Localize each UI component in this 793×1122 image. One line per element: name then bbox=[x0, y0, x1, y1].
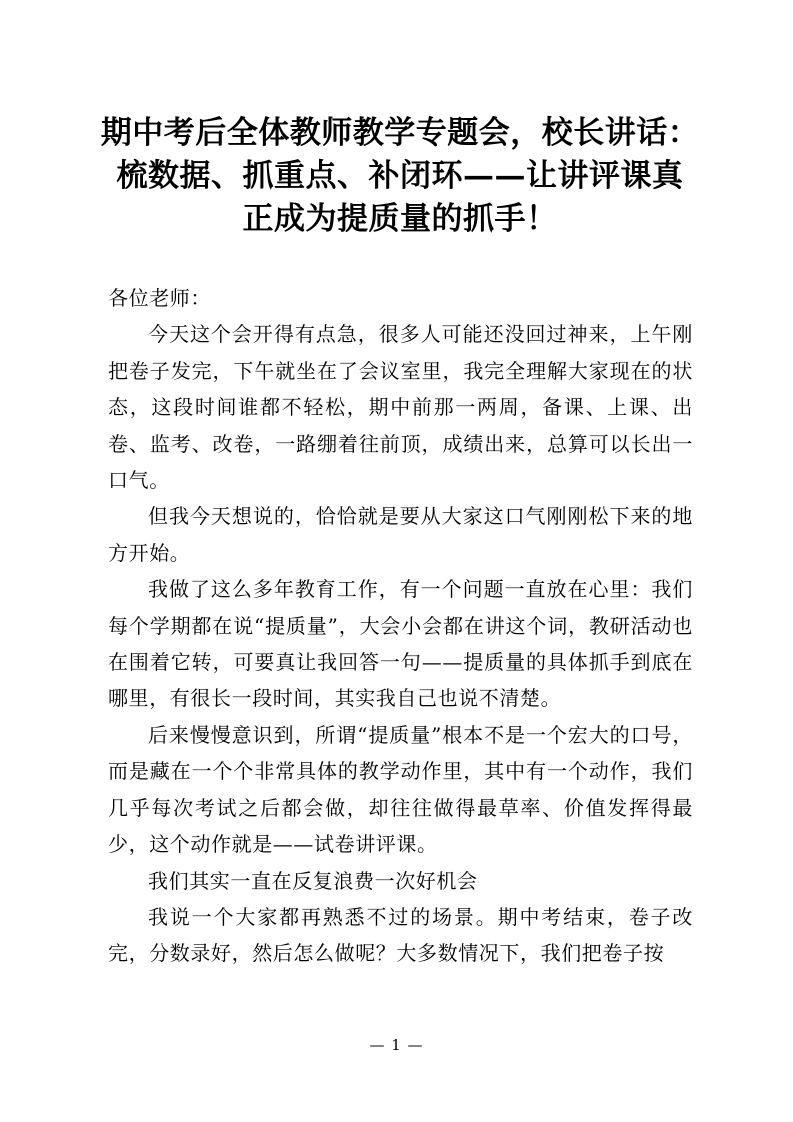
document-title bbox=[100, 112, 700, 241]
paragraph-1: 今天这个会开得有点急，很多人可能还没回过神来，上午刚把卷子发完，下午就坐在了会议室里，我完全理解大家现在的状态，这段时间谁都不轻松，期中前那一两周，备课、上课、出卷、监考、改卷，一路绷着往前顶，成绩出来，总算可以长出一口气。 bbox=[108, 322, 693, 493]
title-line-2: 梳数据、抓重点、补闭环——让讲评课真 bbox=[116, 158, 684, 194]
paragraph-3: 我做了这么多年教育工作，有一个问题一直放在心里：我们每个学期都在说“提质量”，大会小会都在讲这个词，教研活动也在围着它转，可要真让我回答一句——提质量的具体抓手到底在哪里，有很长一段时间，其实我自己也说不清楚。 bbox=[108, 577, 693, 711]
greeting: 各位老师： bbox=[108, 286, 211, 310]
paragraph-2: 但我今天想说的，恰恰就是要从大家这口气刚刚松下来的地方开始。 bbox=[108, 504, 693, 565]
title-line-1: 期中考后全体教师教学专题会，校长讲话： bbox=[100, 115, 700, 151]
section-heading: 我们其实一直在反复浪费一次好机会 bbox=[148, 868, 478, 893]
document-body bbox=[108, 280, 693, 972]
paragraph-5: 我说一个大家都再熟悉不过的场景。期中考结束，卷子改完，分数录好，然后怎么做呢？大多数情况下，我们把卷子按 bbox=[108, 904, 693, 966]
title-line-3: 正成为提质量的抓手！ bbox=[242, 201, 558, 237]
page-number: — 1 — bbox=[369, 1036, 424, 1054]
paragraph-4: 后来慢慢意识到，所谓“提质量”根本不是一个宏大的口号，而是藏在一个个非常具体的教学动作里，其中有一个动作，我们几乎每次考试之后都会做，却往往做得最草率、价值发挥得最少，这个动作就是——试卷讲评课。 bbox=[108, 722, 693, 857]
